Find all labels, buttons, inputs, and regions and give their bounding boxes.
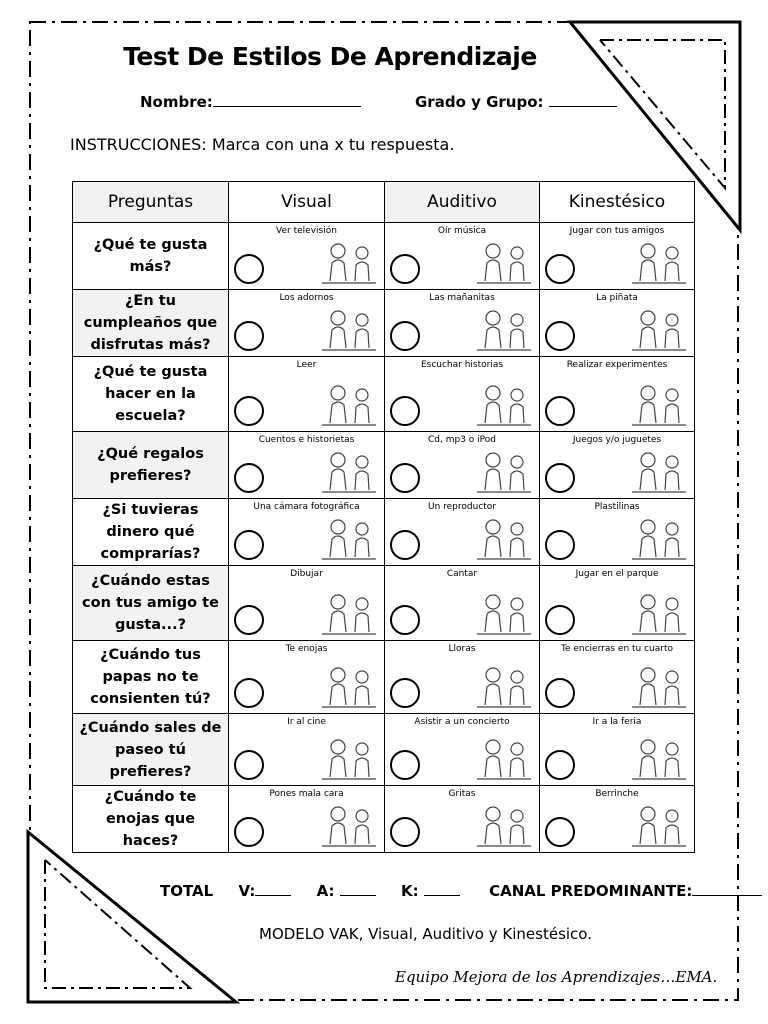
question-cell: ¿Qué te gusta más? (73, 223, 229, 290)
option-label: Realizar experimentes (566, 360, 668, 370)
answer-circle[interactable] (234, 678, 264, 708)
option-cell (229, 223, 385, 290)
option-label: Jugar con tus amigos (569, 226, 665, 236)
grade-field (415, 93, 617, 111)
answer-circle[interactable] (390, 321, 420, 351)
option-cell (540, 641, 695, 714)
music-girl-icon (473, 237, 535, 285)
option-label: Un reproductor (427, 502, 496, 512)
option-label: Pones mala cara (269, 789, 344, 799)
a-blank[interactable] (340, 882, 376, 896)
concert-icon (473, 733, 535, 781)
answer-circle[interactable] (545, 678, 575, 708)
reading-boy-icon (318, 379, 380, 427)
option-label: Ir al cine (287, 717, 326, 727)
singing-kids-icon (473, 304, 535, 352)
option-label: Oír música (437, 226, 487, 236)
option-cell (540, 566, 695, 641)
a-label: A: (316, 882, 335, 900)
option-cell (385, 641, 540, 714)
name-blank[interactable] (213, 93, 361, 107)
friends-playing-icon (628, 237, 690, 285)
table-header-row (73, 182, 695, 223)
option-cell (385, 566, 540, 641)
option-label: Lloras (448, 644, 476, 654)
experiment-icon (628, 379, 690, 427)
answer-circle[interactable] (390, 750, 420, 780)
option-label: Te enojas (285, 644, 328, 654)
option-label: Plastilinas (594, 502, 640, 512)
clay-kids-icon (628, 513, 690, 561)
question-cell: ¿En tu cumpleaños que disfrutas más? (73, 290, 229, 357)
pinata-icon (628, 304, 690, 352)
storytelling-icon (473, 379, 535, 427)
answer-circle[interactable] (390, 396, 420, 426)
question-cell: ¿Cuándo te enojas que haces? (73, 786, 229, 853)
option-label: Leer (296, 360, 317, 370)
total-label: TOTAL (160, 882, 214, 900)
option-cell (540, 499, 695, 566)
answer-circle[interactable] (234, 396, 264, 426)
camera-icon (318, 513, 380, 561)
option-label: Una cámara fotográfica (253, 502, 360, 512)
v-blank[interactable] (255, 882, 291, 896)
fair-icon (628, 733, 690, 781)
table-row (73, 786, 695, 853)
option-label: Escuchar historias (420, 360, 504, 370)
option-cell (229, 786, 385, 853)
option-label: Asistir a un concierto (414, 717, 510, 727)
answer-circle[interactable] (234, 463, 264, 493)
answer-circle[interactable] (390, 817, 420, 847)
crying-child-icon (473, 661, 535, 709)
singing-girl-icon (473, 588, 535, 636)
question-cell: ¿Cuándo sales de paseo tú prefieres? (73, 714, 229, 786)
option-cell (540, 223, 695, 290)
option-cell (229, 290, 385, 357)
option-cell (385, 290, 540, 357)
tv-girl-icon (318, 237, 380, 285)
option-label: Las mañanitas (429, 293, 495, 303)
option-label: Ir a la feria (592, 717, 642, 727)
answer-circle[interactable] (390, 463, 420, 493)
learning-style-table (72, 181, 695, 853)
player-icon (473, 513, 535, 561)
answer-circle[interactable] (234, 605, 264, 635)
option-cell (229, 641, 385, 714)
answer-circle[interactable] (545, 605, 575, 635)
instructions: INSTRUCCIONES: Marca con una x tu respuesta. (70, 135, 455, 154)
answer-circle[interactable] (390, 254, 420, 284)
answer-circle[interactable] (390, 678, 420, 708)
tantrum-icon (628, 661, 690, 709)
question-cell: ¿Cuándo estas con tus amigo te gusta...? (73, 566, 229, 641)
answer-circle[interactable] (545, 254, 575, 284)
v-label: V: (238, 882, 256, 900)
drawing-kids-icon (318, 588, 380, 636)
option-cell (229, 357, 385, 432)
option-label: Jugar en el parque (575, 569, 659, 579)
question-cell: ¿Qué te gusta hacer en la escuela? (73, 357, 229, 432)
option-label: Cuentos e historietas (258, 435, 355, 445)
option-cell (229, 714, 385, 786)
option-cell (540, 290, 695, 357)
table-row (73, 290, 695, 357)
option-label: Ver televisión (276, 226, 337, 236)
totals-row (160, 882, 762, 900)
angry-boy-icon (318, 661, 380, 709)
question-cell: ¿Qué regalos prefieres? (73, 432, 229, 499)
playground-icon (628, 588, 690, 636)
answer-circle[interactable] (545, 396, 575, 426)
question-cell: ¿Cuándo tus papas no te consienten tú? (73, 641, 229, 714)
header-auditivo: Auditivo (385, 182, 540, 223)
option-label: Cd, mp3 o iPod (428, 435, 496, 445)
grade-blank[interactable] (549, 93, 617, 107)
table-row (73, 566, 695, 641)
signature: Equipo Mejora de los Aprendizajes…EMA. (395, 968, 718, 986)
answer-circle[interactable] (545, 321, 575, 351)
option-cell (229, 566, 385, 641)
option-cell (540, 714, 695, 786)
ipod-icon (473, 446, 535, 494)
answer-circle[interactable] (390, 530, 420, 560)
option-cell (385, 714, 540, 786)
model-caption: MODELO VAK, Visual, Auditivo y Kinestésico. (259, 925, 592, 943)
option-cell (385, 432, 540, 499)
cinema-icon (318, 733, 380, 781)
option-label: Gritas (448, 789, 476, 799)
answer-circle[interactable] (234, 254, 264, 284)
decorations-icon (318, 304, 380, 352)
option-label: Los adornos (279, 293, 334, 303)
grade-label: Grado y Grupo: (415, 93, 544, 111)
option-label: Cantar (446, 569, 478, 579)
option-cell (540, 357, 695, 432)
name-field (140, 93, 361, 111)
answer-circle[interactable] (234, 530, 264, 560)
option-label: La piñata (596, 293, 638, 303)
toys-icon (628, 446, 690, 494)
header-kinestesico: Kinestésico (540, 182, 695, 223)
answer-circle[interactable] (545, 463, 575, 493)
answer-circle[interactable] (545, 530, 575, 560)
table-row (73, 641, 695, 714)
option-cell (540, 432, 695, 499)
shouting-icon (473, 800, 535, 848)
table-row (73, 432, 695, 499)
header-visual: Visual (229, 182, 385, 223)
answer-circle[interactable] (545, 750, 575, 780)
option-cell (385, 499, 540, 566)
answer-circle[interactable] (234, 817, 264, 847)
option-label: Te encierras en tu cuarto (561, 644, 673, 654)
table-row (73, 223, 695, 290)
option-label: Berrinche (595, 789, 639, 799)
channel-label: CANAL PREDOMINANTE: (489, 882, 693, 900)
header-preguntas: Preguntas (73, 182, 229, 223)
table-row (73, 499, 695, 566)
frown-face-icon (318, 800, 380, 848)
book-icon (318, 446, 380, 494)
answer-circle[interactable] (234, 321, 264, 351)
name-label: Nombre: (140, 93, 213, 111)
option-label: Dibujar (290, 569, 323, 579)
question-cell: ¿Si tuvieras dinero qué comprarías? (73, 499, 229, 566)
answer-circle[interactable] (545, 817, 575, 847)
answer-circle[interactable] (234, 750, 264, 780)
option-cell (229, 499, 385, 566)
option-cell (385, 223, 540, 290)
page-title: Test De Estilos De Aprendizaje (123, 42, 537, 71)
option-cell (540, 786, 695, 853)
table-row (73, 357, 695, 432)
channel-blank[interactable] (692, 882, 762, 896)
option-label: Juegos y/o juguetes (572, 435, 662, 445)
option-cell (385, 357, 540, 432)
answer-circle[interactable] (390, 605, 420, 635)
berrinche-icon (628, 800, 690, 848)
option-cell (229, 432, 385, 499)
k-label: K: (400, 882, 419, 900)
option-cell (385, 786, 540, 853)
table-row (73, 714, 695, 786)
k-blank[interactable] (424, 882, 460, 896)
